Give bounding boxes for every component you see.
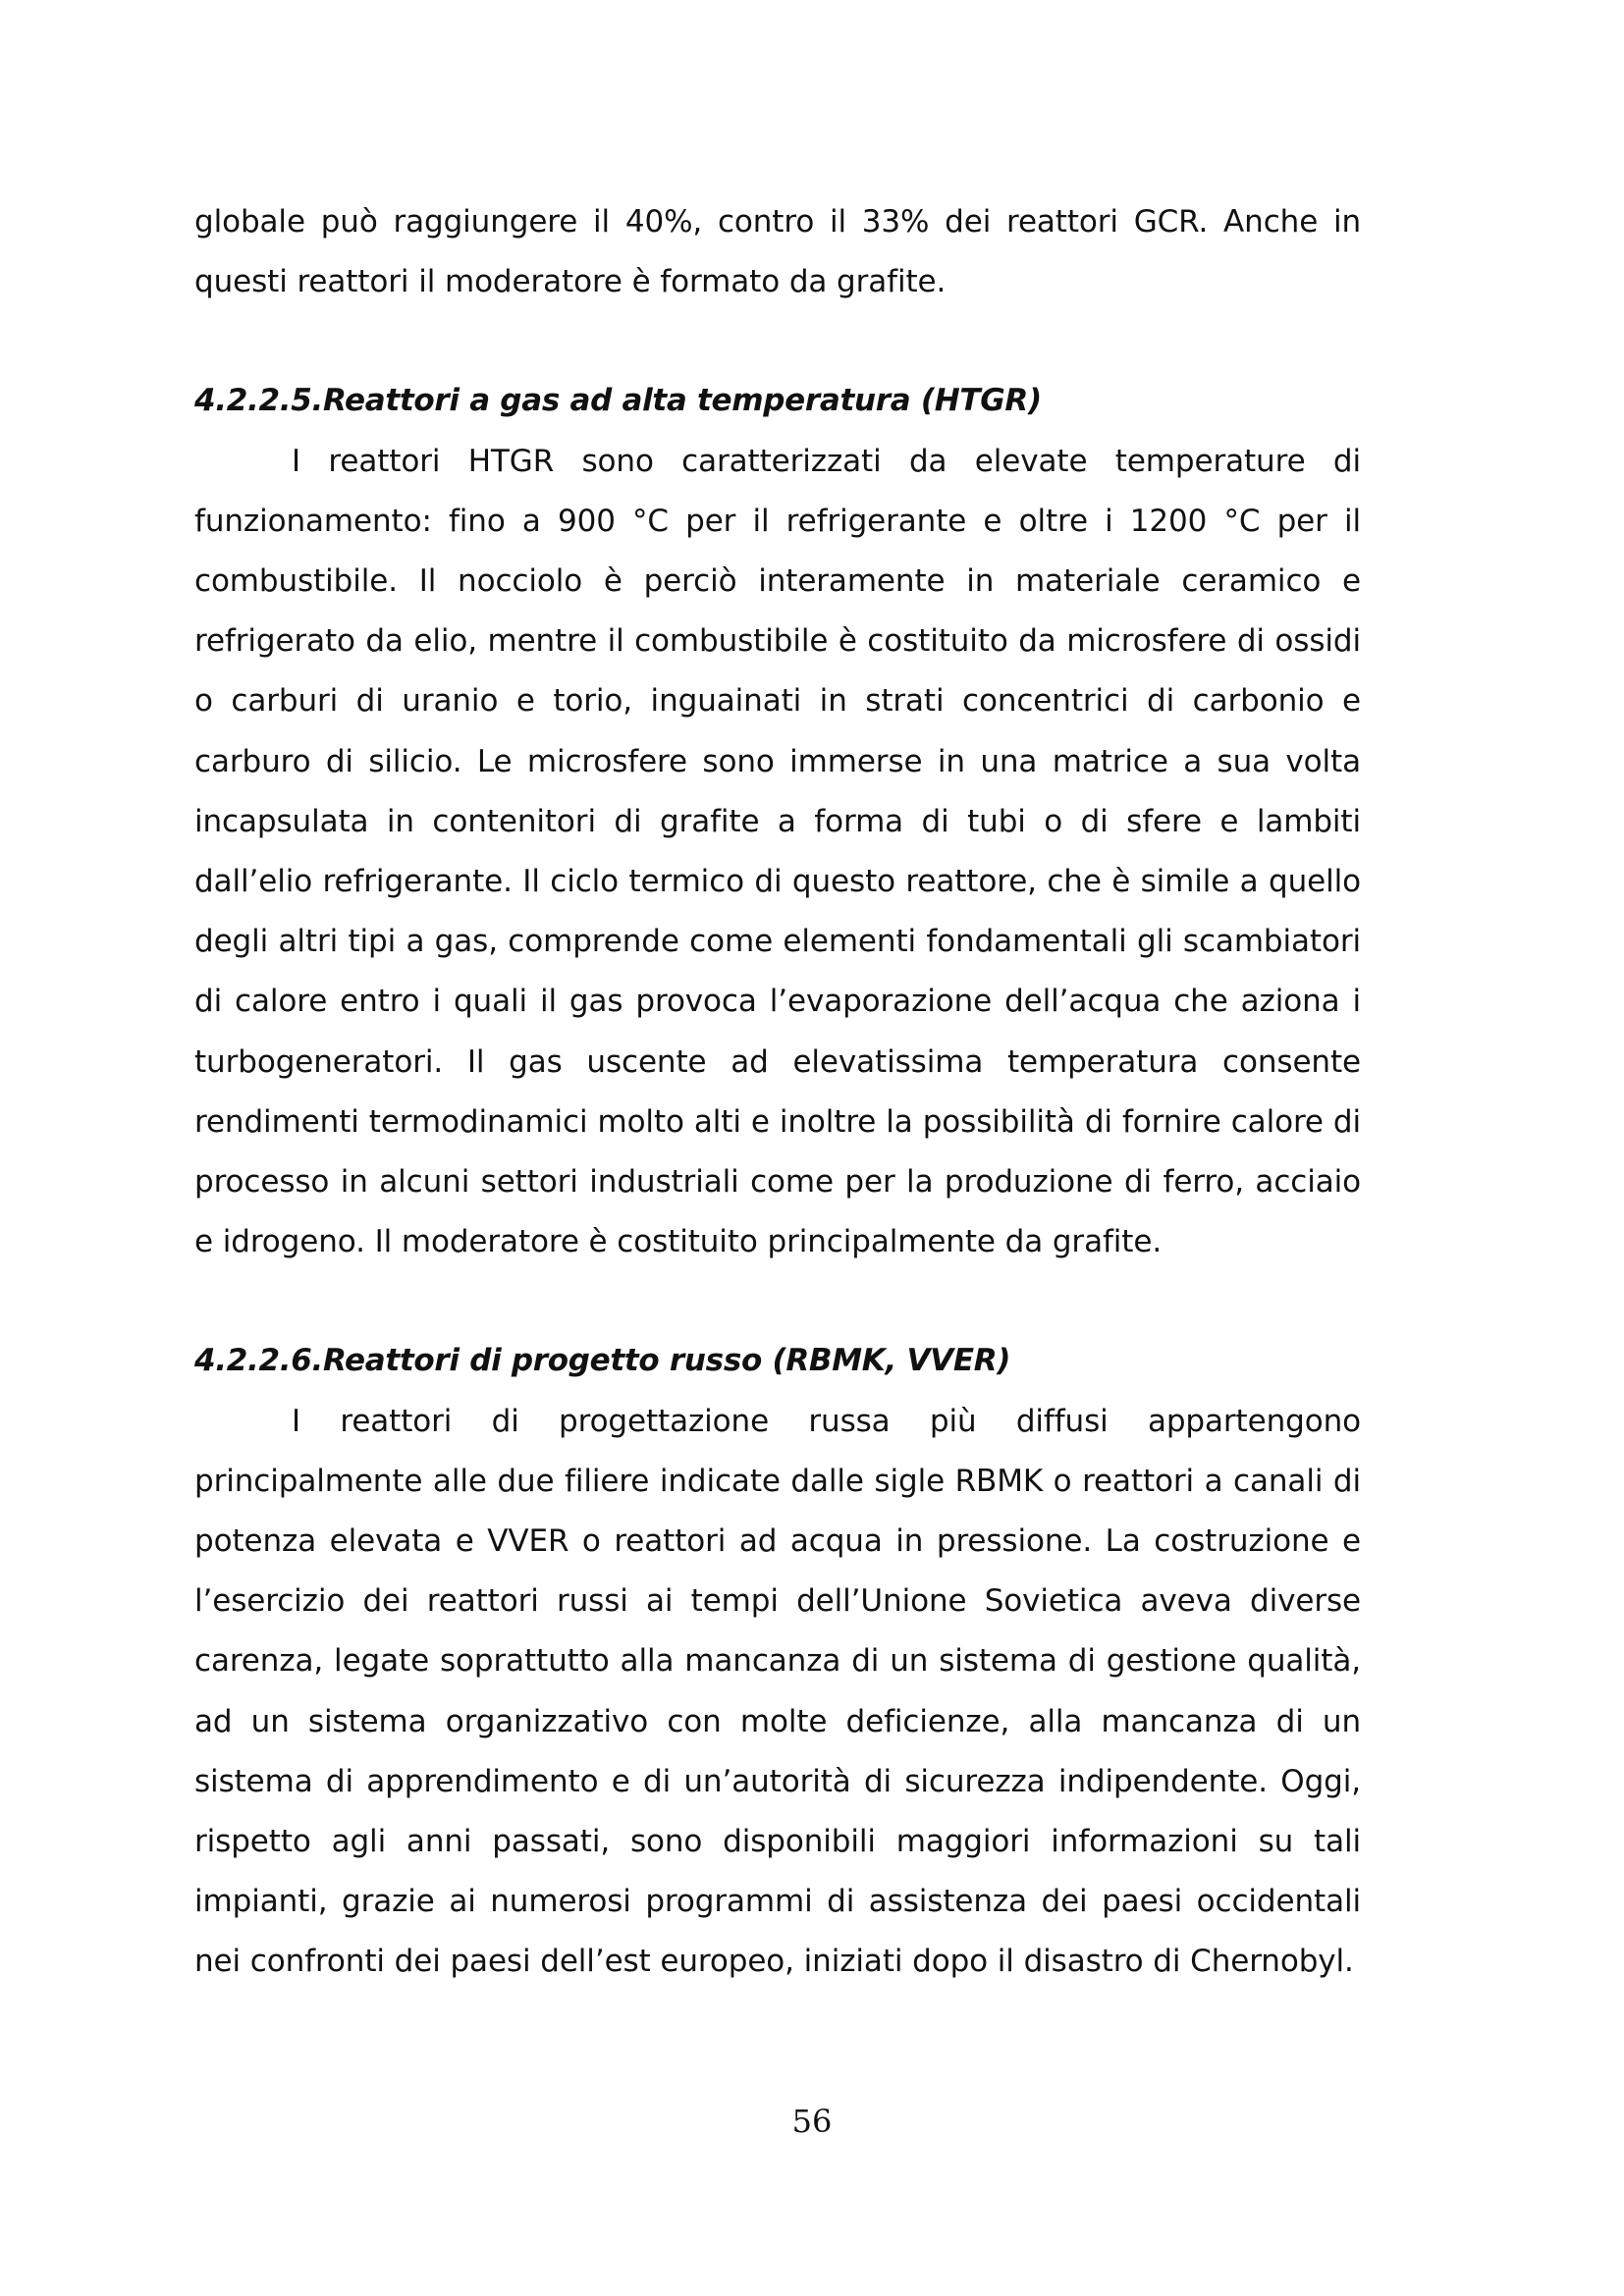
section-body-russian-reactors: I reattori di progettazione russa più diffusi appartengono principalmente alle due filiere indicate dalle sigle RBMK o reattori a canali di potenza elevata e VVER o reattori ad acqua in pressione. La costruzione e l’esercizio dei reattori russi ai tempi dell’Unione Sovietica aveva diverse carenza, legate soprattutto alla mancanza di un sistema di gestione qualità, ad un sistema organizzativo con molte deficienze, alla mancanza di un sistema di apprendimento e di un’autorità di sicurezza indipendente. Oggi, rispetto agli anni passati, sono disponibili maggiori informazioni su tali impianti, grazie ai numerosi programmi di assistenza dei paesi occidentali nei confronti dei paesi dell’est europeo, iniziati dopo il disastro di Chernobyl. — [194, 1403, 1361, 1980]
section-body-htgr: I reattori HTGR sono caratterizzati da elevate temperature di funzionamento: fino a 900 °C per il refrigerante e oltre i 1200 °C per il combustibile. Il nocciolo è perciò interamente in materiale ceramico e refrigerato da elio, mentre il combustibile è costituito da microsfere di ossidi o carburi di uranio e torio, inguainati in strati concentrici di carbonio e carburo di silicio. Le microsfere sono immerse in una matrice a sua volta incapsulata in contenitori di grafite a forma di tubi o di sfere e lambiti dall’elio refrigerante. Il ciclo termico di questo reattore, che è simile a quello degli altri tipi a gas, comprende come elementi fondamentali gli scambiatori di calore entro i quali il gas provoca l’evaporazione dell’acqua che aziona i turbogeneratori. Il gas uscente ad elevatissima temperatura consente rendimenti termodinamici molto alti e inoltre la possibilità di fornire calore di processo in alcuni settori industriali come per la produzione di ferro, acciaio e idrogeno. Il moderatore è costituito principalmente da grafite. — [194, 443, 1361, 1260]
page-content — [194, 192, 1361, 1993]
section-spacer — [194, 312, 1361, 371]
section-heading-russian-reactors: 4.2.2.6.Reattori di progetto russo (RBMK, VVER) — [194, 1343, 1011, 1379]
section-spacer — [194, 1272, 1361, 1331]
section-heading-htgr: 4.2.2.5.Reattori a gas ad alta temperatura (HTGR) — [194, 383, 1042, 419]
intro-paragraph: globale può raggiungere il 40%, contro il 33% dei reattori GCR. Anche in questi reattori il moderatore è formato da grafite. — [194, 204, 1361, 300]
page-number: 56 — [791, 2103, 833, 2140]
